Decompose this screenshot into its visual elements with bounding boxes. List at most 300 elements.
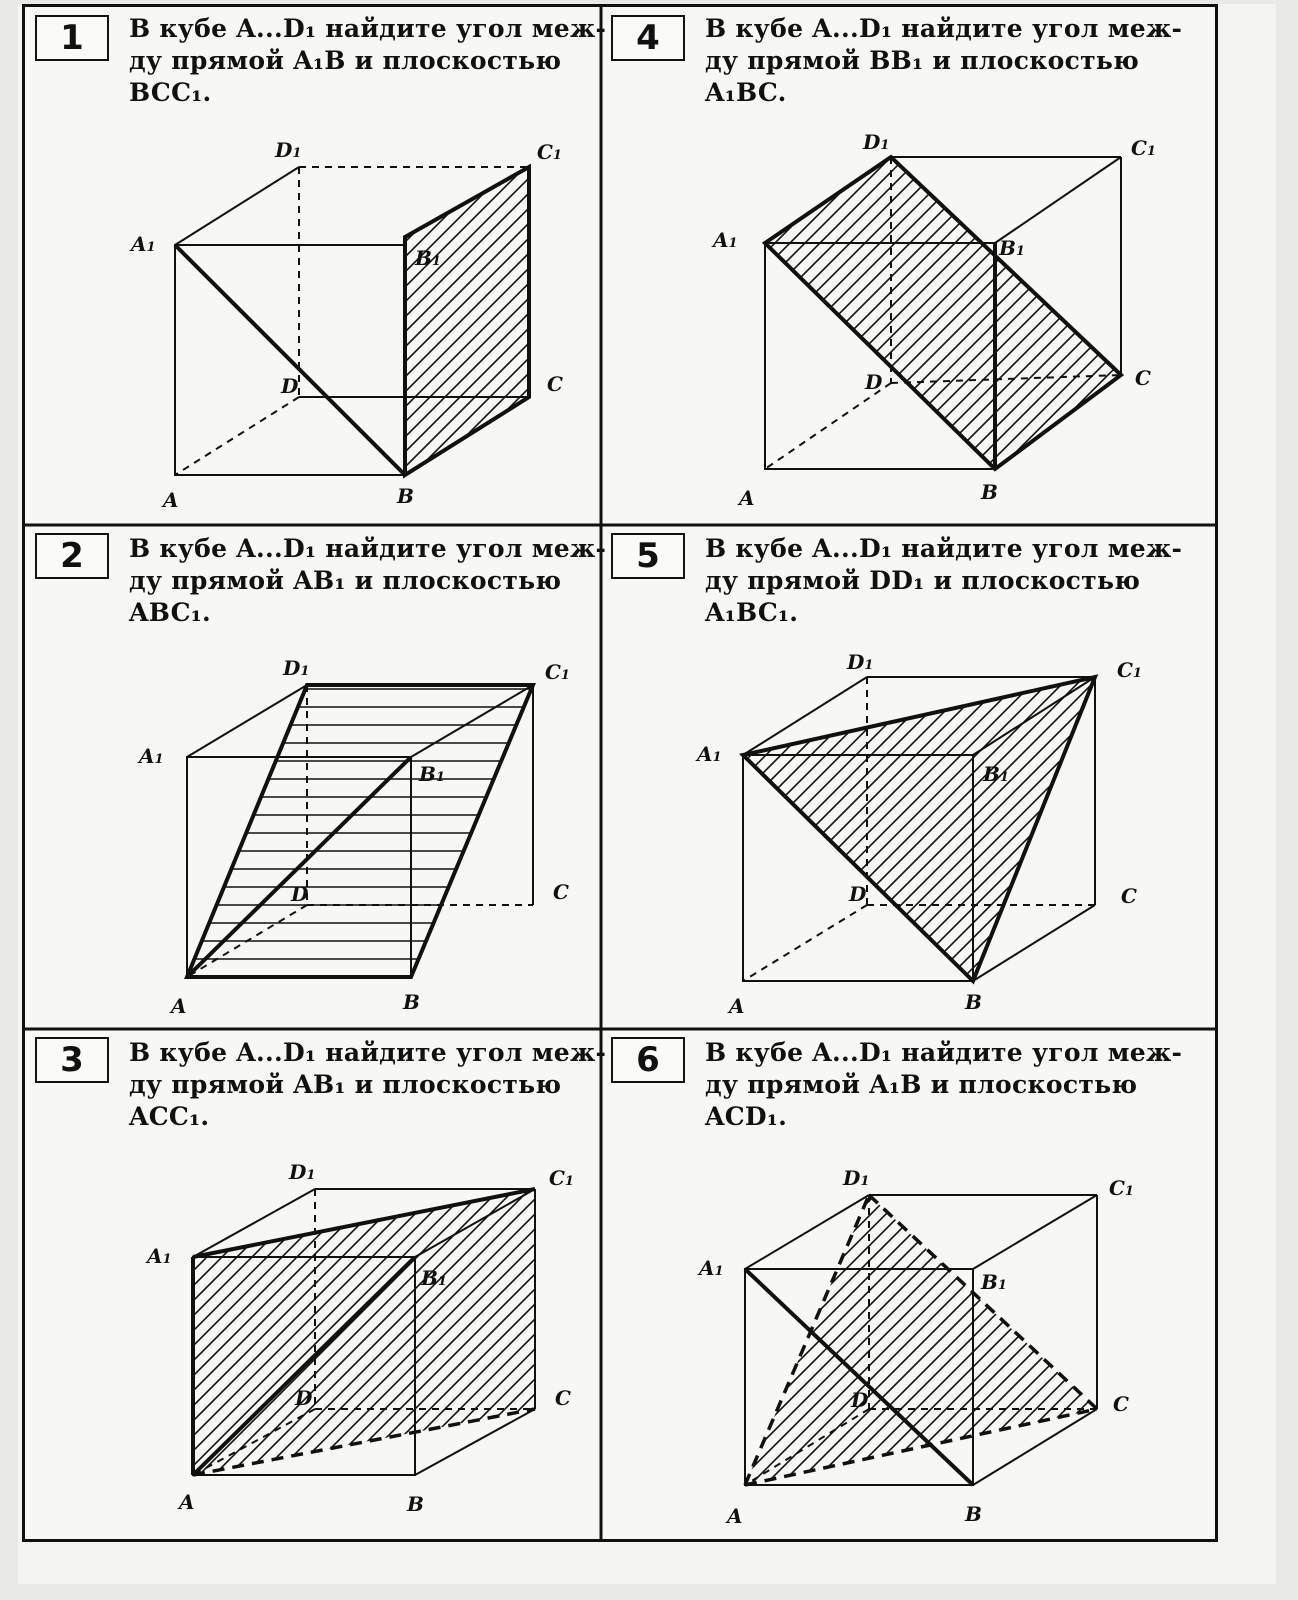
label-B: B	[407, 1492, 424, 1516]
hatch-line	[25, 7, 385, 525]
hatch-line	[906, 1029, 1215, 1539]
hatch-line	[601, 525, 801, 1029]
hatch-line	[540, 1029, 601, 1539]
hatch-line	[1146, 525, 1215, 1029]
hatch-line	[891, 7, 1215, 525]
label-C1: C1	[1117, 658, 1142, 682]
hatch-line	[601, 525, 666, 1029]
hatch-line	[25, 7, 85, 525]
hatch-line	[876, 7, 1215, 525]
hatch-line	[601, 525, 966, 1029]
hatch-line	[921, 7, 1215, 525]
hatch-line	[601, 1029, 1191, 1539]
hatch-line	[601, 1029, 951, 1539]
hatch-line	[25, 1029, 120, 1539]
problem-text: В кубе A...D₁ найдите угол меж-ду прямой BB₁ и плоскостью A₁BC.	[705, 14, 1183, 107]
hatch-line	[480, 1029, 601, 1539]
hatch-line	[601, 7, 876, 525]
problem-text: В кубе A...D₁ найдите угол меж-ду прямой A₁B и плоскостью ACD₁.	[705, 1038, 1183, 1131]
problem-number: 6	[611, 1037, 685, 1083]
hatch-line	[936, 525, 1215, 1029]
hatch-line	[601, 1029, 1146, 1539]
hatch-line	[906, 7, 1215, 525]
hatch-line	[741, 525, 1215, 1029]
hatch-line	[25, 1029, 555, 1539]
hatch-line	[1191, 525, 1215, 1029]
hatch-line	[25, 1029, 45, 1539]
label-B1: B1	[983, 762, 1009, 786]
hatch-line	[1116, 7, 1215, 525]
label-A1: A1	[713, 228, 738, 252]
label-C1: C1	[1131, 136, 1156, 160]
label-C1: C1	[545, 660, 570, 684]
hatch-line	[25, 1029, 375, 1539]
hatch-line	[315, 1029, 601, 1539]
hatch-line	[601, 7, 1146, 525]
hatch-line	[666, 7, 1215, 525]
hatch-line	[25, 7, 205, 525]
hatch-line	[490, 7, 601, 525]
hatch-line	[601, 1029, 1041, 1539]
label-A: A	[729, 994, 745, 1018]
hatch-line	[601, 7, 1056, 525]
label-A1: A1	[131, 232, 156, 256]
hatch-line	[75, 1029, 601, 1539]
hatch-line	[831, 1029, 1215, 1539]
hatch-line	[25, 7, 601, 525]
hatch-line	[415, 7, 601, 525]
cube-figure	[601, 1029, 1215, 1539]
hatch-line	[55, 7, 601, 525]
hatch-line	[636, 7, 1215, 525]
hatch-line	[601, 525, 1161, 1029]
hatch-line	[475, 7, 601, 525]
hatch-line	[325, 7, 601, 525]
hatch-line	[25, 1029, 195, 1539]
hatch-line	[606, 525, 1206, 1029]
hatch-line	[1131, 7, 1215, 525]
problem-text: В кубе A...D₁ найдите угол меж-ду прямой AB₁ и плоскостью ABC₁.	[129, 534, 607, 627]
label-A: A	[171, 994, 187, 1018]
label-B1: B1	[419, 762, 445, 786]
label-A: A	[179, 1490, 195, 1514]
hatch-line	[1086, 7, 1215, 525]
hatch-line	[601, 7, 1131, 525]
hatch-line	[25, 1029, 570, 1539]
cube-figure	[601, 525, 1215, 1029]
problem-text: В кубе A...D₁ найдите угол меж-ду прямой DD₁ и плоскостью A₁BC₁.	[705, 534, 1183, 627]
label-A: A	[727, 1504, 743, 1528]
label-D: D	[849, 882, 867, 906]
hatch-line	[25, 7, 535, 525]
hatch-line	[1056, 7, 1215, 525]
label-D1: D1	[847, 650, 874, 674]
problem-number: 5	[611, 533, 685, 579]
hatch-line	[601, 525, 726, 1029]
hatch-line	[936, 1029, 1215, 1539]
hatch-line	[601, 1029, 666, 1539]
hatch-line	[651, 1029, 1215, 1539]
hatch-line	[160, 7, 601, 525]
hatch-line	[601, 525, 816, 1029]
hatch-line	[70, 7, 601, 525]
hatch-line	[601, 7, 816, 525]
hatch-line	[345, 1029, 601, 1539]
hatch-line	[1191, 7, 1215, 525]
hatch-line	[601, 7, 1011, 525]
hatch-line	[25, 1029, 540, 1539]
hatch-line	[25, 1029, 465, 1539]
label-C: C	[547, 372, 563, 396]
problem-number: 2	[35, 533, 109, 579]
hatch-line	[601, 525, 1146, 1029]
hatch-line	[601, 7, 891, 525]
hatch-line	[601, 7, 951, 525]
hatch-line	[355, 7, 601, 525]
hatch-line	[1056, 525, 1215, 1029]
hatch-line	[505, 7, 601, 525]
hatch-line	[601, 1029, 741, 1539]
hatch-line	[601, 525, 1026, 1029]
label-A1: A1	[139, 744, 164, 768]
label-D1: D1	[843, 1166, 870, 1190]
hatch-line	[666, 525, 1215, 1029]
hatch-line	[1146, 1029, 1215, 1539]
hatch-line	[1176, 525, 1215, 1029]
hatch-line	[25, 1029, 600, 1539]
hatch-line	[25, 7, 250, 525]
hatch-line	[601, 7, 1191, 525]
hatch-line	[601, 1029, 696, 1539]
hatch-line	[25, 7, 235, 525]
problem-number: 3	[35, 1037, 109, 1083]
hatch-line	[1071, 1029, 1215, 1539]
hatch-line	[25, 1029, 75, 1539]
hatch-line	[601, 525, 921, 1029]
hatch-line	[25, 1029, 105, 1539]
hatch-line	[876, 1029, 1215, 1539]
hatch-line	[601, 525, 636, 1029]
worksheet-frame	[22, 4, 1218, 1542]
hatch-line	[25, 1029, 345, 1539]
hatch-line	[550, 7, 601, 525]
hatch-line	[996, 1029, 1215, 1539]
hatch-line	[601, 525, 1101, 1029]
hatch-line	[1131, 1029, 1215, 1539]
hatch-line	[601, 1029, 1131, 1539]
hatch-line	[861, 525, 1215, 1029]
hatch-line	[1041, 1029, 1215, 1539]
hatch-line	[601, 525, 756, 1029]
label-D: D	[291, 882, 309, 906]
hatch-line	[621, 525, 1215, 1029]
hatch-line	[621, 1029, 1215, 1539]
hatch-line	[601, 525, 891, 1029]
label-D1: D1	[863, 130, 890, 154]
hatch-line	[25, 7, 220, 525]
hatch-line	[831, 525, 1215, 1029]
hatch-line	[1011, 525, 1215, 1029]
hatch-line	[25, 7, 475, 525]
hatch-line	[25, 7, 595, 525]
hatch-line	[1131, 525, 1215, 1029]
cube-figure	[25, 7, 601, 525]
label-A: A	[163, 488, 179, 512]
hatch-line	[25, 1029, 601, 1539]
hatch-line	[25, 7, 265, 525]
hatch-line	[981, 7, 1215, 525]
hatch-line	[25, 1029, 135, 1539]
hatch-line	[190, 7, 601, 525]
hatch-line	[601, 525, 711, 1029]
problem-text: В кубе A...D₁ найдите угол меж-ду прямой AB₁ и плоскостью ACC₁.	[129, 1038, 607, 1131]
cube-figure	[601, 7, 1215, 525]
hatch-line	[601, 525, 786, 1029]
hatch-line	[906, 525, 1215, 1029]
hatch-line	[601, 525, 861, 1029]
hatch-line	[25, 1029, 165, 1539]
label-C1: C1	[537, 140, 562, 164]
hatch-line	[585, 1029, 601, 1539]
hatch-line	[435, 1029, 601, 1539]
problem-2	[25, 525, 607, 1029]
label-C1: C1	[1109, 1176, 1134, 1200]
label-D1: D1	[275, 138, 302, 162]
hatch-line	[601, 7, 756, 525]
problem-number: 1	[35, 15, 109, 61]
hatch-line	[25, 1029, 405, 1539]
hatch-line	[601, 7, 666, 525]
hatch-line	[25, 1029, 90, 1539]
hatch-line	[601, 525, 936, 1029]
problem-4	[601, 7, 1215, 525]
label-C: C	[553, 880, 569, 904]
hatch-line	[601, 525, 606, 1029]
hatch-line	[601, 525, 1191, 1029]
hatch-line	[1086, 525, 1215, 1029]
hatch-line	[535, 7, 601, 525]
hatch-line	[786, 7, 1215, 525]
hatch-line	[25, 7, 100, 525]
hatch-line	[25, 7, 70, 525]
hatch-line	[85, 7, 601, 525]
hatch-line	[601, 1029, 876, 1539]
hatch-line	[601, 7, 1071, 525]
label-B: B	[403, 990, 420, 1014]
label-C: C	[555, 1386, 571, 1410]
hatch-line	[45, 1029, 601, 1539]
hatch-line	[25, 1029, 30, 1539]
hatch-line	[816, 7, 1215, 525]
hatch-line	[601, 7, 966, 525]
hatch-line	[726, 1029, 1215, 1539]
hatch-line	[1041, 525, 1215, 1029]
label-D: D	[865, 370, 883, 394]
hatch-line	[636, 525, 1215, 1029]
hatch-line	[445, 7, 601, 525]
hatch-line	[846, 1029, 1215, 1539]
label-B: B	[981, 480, 998, 504]
hatch-line	[1176, 1029, 1215, 1539]
hatch-line	[601, 7, 996, 525]
label-B: B	[965, 990, 982, 1014]
hatch-line	[601, 7, 936, 525]
hatch-line	[741, 1029, 1215, 1539]
hatch-line	[601, 525, 1116, 1029]
hatch-line	[25, 1029, 150, 1539]
hatch-line	[510, 1029, 601, 1539]
hatch-line	[601, 1029, 846, 1539]
hatch-line	[601, 7, 711, 525]
hatch-line	[861, 7, 1215, 525]
hatch-line	[1161, 1029, 1215, 1539]
hatch-line	[465, 1029, 601, 1539]
hatch-line	[25, 1029, 285, 1539]
hatch-line	[1071, 525, 1215, 1029]
hatch-line	[1101, 1029, 1215, 1539]
hatch-line	[666, 1029, 1215, 1539]
hatch-line	[25, 1029, 255, 1539]
problem-5	[601, 525, 1215, 1029]
hatch-line	[921, 525, 1215, 1029]
label-B1: B1	[981, 1270, 1007, 1294]
label-C: C	[1135, 366, 1151, 390]
hatch-line	[601, 525, 831, 1029]
hatch-line	[1161, 7, 1215, 525]
hatch-line	[756, 7, 1215, 525]
label-C: C	[1113, 1392, 1129, 1416]
hatch-line	[601, 7, 1161, 525]
hatch-line	[601, 525, 771, 1029]
hatch-line	[1026, 1029, 1215, 1539]
hatch-line	[601, 7, 801, 525]
hatch-line	[601, 1029, 936, 1539]
hatch-line	[25, 7, 565, 525]
problem-1	[25, 7, 607, 525]
hatch-line	[601, 525, 1041, 1029]
hatch-line	[25, 7, 145, 525]
hatch-line	[25, 1029, 435, 1539]
hatch-line	[25, 7, 160, 525]
hatch-line	[891, 1029, 1215, 1539]
hatch-line	[25, 7, 175, 525]
hatch-line	[601, 1029, 966, 1539]
hatch-line	[601, 7, 861, 525]
hatch-line	[25, 7, 190, 525]
hatch-line	[25, 7, 460, 525]
cube-figure	[25, 525, 601, 1029]
hatch-line	[601, 1029, 801, 1539]
hatch-line	[565, 7, 601, 525]
hatch-line	[145, 7, 601, 525]
hatch-line	[25, 7, 130, 525]
hatch-line	[25, 1029, 180, 1539]
hatch-line	[1041, 7, 1215, 525]
hatch-line	[1116, 1029, 1215, 1539]
hatch-line	[606, 7, 1206, 525]
hatch-line	[1011, 1029, 1215, 1539]
hatch-line	[1206, 7, 1215, 525]
hatch-line	[1146, 7, 1215, 525]
hatch-line	[861, 1029, 1215, 1539]
problem-6	[601, 1029, 1215, 1539]
hatch-line	[601, 525, 621, 1029]
hatch-line	[601, 7, 741, 525]
label-A: A	[739, 486, 755, 510]
hatch-line	[601, 525, 906, 1029]
hatch-line	[1101, 7, 1215, 525]
hatch-line	[1071, 7, 1215, 525]
hatch-line	[601, 7, 636, 525]
hatch-line	[601, 525, 741, 1029]
hatch-line	[601, 7, 846, 525]
label-D1: D1	[289, 1160, 316, 1184]
hatch-line	[1101, 525, 1215, 1029]
hatch-line	[601, 7, 726, 525]
hatch-line	[601, 1029, 1161, 1539]
hatch-line	[25, 7, 115, 525]
hatch-line	[601, 525, 1011, 1029]
hatch-line	[681, 525, 1215, 1029]
hatch-line	[25, 7, 601, 525]
hatch-line	[601, 1029, 651, 1539]
hatch-line	[25, 7, 580, 525]
hatch-line	[580, 7, 601, 525]
label-D: D	[295, 1386, 313, 1410]
hatch-line	[375, 1029, 601, 1539]
hatch-line	[25, 7, 430, 525]
hatch-line	[696, 7, 1215, 525]
label-A1: A1	[147, 1244, 172, 1268]
hatch-line	[25, 7, 355, 525]
hatch-line	[520, 7, 601, 525]
hatch-line	[1206, 1029, 1215, 1539]
cube-figure	[25, 1029, 601, 1539]
hatch-line	[601, 7, 1176, 525]
hatch-line	[601, 7, 606, 525]
hatch-line	[570, 1029, 601, 1539]
hatch-line	[601, 525, 696, 1029]
hatch-line	[601, 7, 786, 525]
hatch-line	[636, 1029, 1215, 1539]
problem-3	[25, 1029, 607, 1539]
hatch-line	[601, 1029, 636, 1539]
hatch-line	[25, 7, 280, 525]
hatch-line	[601, 1029, 621, 1539]
hatch-line	[601, 525, 651, 1029]
label-D1: D1	[283, 656, 310, 680]
label-B: B	[965, 1502, 982, 1526]
hatch-line	[1056, 1029, 1215, 1539]
hatch-line	[846, 525, 1215, 1029]
problem-text: В кубе A...D₁ найдите угол меж-ду прямой A₁B и плоскостью BCC₁.	[129, 14, 607, 107]
hatch-line	[1011, 7, 1215, 525]
hatch-line	[601, 525, 951, 1029]
hatch-line	[726, 525, 1215, 1029]
hatch-line	[876, 525, 1215, 1029]
hatch-line	[601, 7, 621, 525]
hatch-line	[25, 1029, 210, 1539]
hatch-line	[601, 1029, 606, 1539]
hatch-line	[1086, 1029, 1215, 1539]
label-C: C	[1121, 884, 1137, 908]
label-B: B	[397, 484, 414, 508]
label-B1: B1	[421, 1266, 447, 1290]
hatch-line	[25, 7, 445, 525]
hatch-line	[225, 1029, 601, 1539]
hatch-line	[25, 1029, 585, 1539]
problem-number: 4	[611, 15, 685, 61]
